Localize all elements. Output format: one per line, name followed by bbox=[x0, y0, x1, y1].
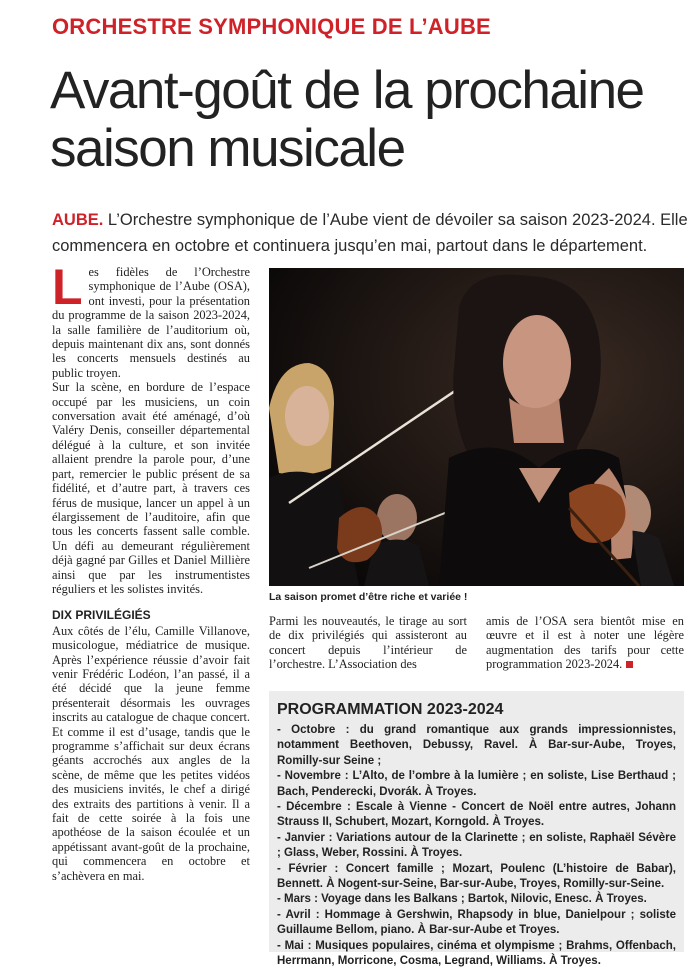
programme-item: - Avril : Hommage à Gershwin, Rhapsody in blue, Danielpour ; soliste Guillaume Bellom, piano. À Bar-sur-Aube et Troyes. bbox=[277, 908, 676, 937]
programme-item: - Novembre : L’Alto, de l’ombre à la lumière ; en soliste, Lise Berthaud ; Bach, Penderecki, Dvorák. À Troyes. bbox=[277, 770, 676, 798]
article-column-2 bbox=[269, 614, 467, 672]
concert-photo bbox=[269, 268, 684, 586]
drop-cap: L bbox=[52, 259, 83, 315]
programme-box bbox=[269, 691, 684, 968]
article-paragraph-5-text: amis de l’OSA sera bientôt mise en œuvre et il est à noter une légère augmentation des tarifs pour cette programmation 2023-2024. bbox=[486, 614, 684, 672]
lead-text: L’Orchestre symphonique de l’Aube vient de dévoiler sa saison 2023-2024. Elle commencera en octobre et continuera jusqu’en mai, partout dans le département. bbox=[52, 211, 688, 255]
headline: Avant-goût de la prochaine saison musicale bbox=[50, 61, 644, 178]
article-subhead: DIX PRIVILÉGIÉS bbox=[52, 608, 151, 623]
lead-paragraph bbox=[52, 207, 692, 259]
programme-item: - Février : Concert famille ; Mozart, Poulenc (L’histoire de Babar), Bennett. À Nogent-sur-Seine, Bar-sur-Aube, Troyes, Romilly-sur-Seine. bbox=[277, 862, 676, 891]
lead-location: AUBE. bbox=[52, 211, 104, 229]
article-paragraph-2: Sur la scène, en bordure de l’espace occupé par les musiciens, un coin conversation avait été aménagé, d’où Valéry Denis, conseiller départemental délégué à la culture, et son invitée allaient prendre la parole pour, d’une part, remercier le public présent de sa fidélité, et d’autre part, à travers ces férus de musique, lancer un appel à un élargissement de l’auditoire, afin que tous les concerts fassent salle comble. Un défi au demeurant régulièrement déjà gagné par Gilles et Daniel Millière ainsi que par les instrumentistes réguliers et les solistes invités. bbox=[52, 380, 250, 596]
programme-item: - Mai : Musiques populaires, cinéma et olympisme ; Brahms, Offenbach, Herrmann, Morricone, Cosma, Legrand, Williams. À Troyes. bbox=[277, 939, 676, 968]
programme-item: - Mars : Voyage dans les Balkans ; Bartok, Nilovic, Enesc. À Troyes. bbox=[277, 893, 647, 906]
programme-list bbox=[277, 723, 676, 970]
article-column-3 bbox=[486, 614, 684, 672]
article-paragraph-1-text: es fidèles de l’Orchestre symphonique de l’Aube (OSA), ont investi, pour la présentation du programme de la saison 2023-2024, la salle familière de l’auditorium où, depuis maintenant dix ans, sont donnés les concerts mensuels destinés au public troyen. bbox=[52, 265, 250, 380]
article-paragraph-4: Parmi les nouveautés, le tirage au sort de dix privilégiés qui assisteront au concert depuis l’intérieur de l’orchestre. L’Association des bbox=[269, 614, 467, 672]
kicker: ORCHESTRE SYMPHONIQUE DE L’AUBE bbox=[52, 14, 491, 39]
article-paragraph-1 bbox=[52, 259, 250, 380]
programme-item: - Octobre : du grand romantique aux grands impressionnistes, notamment Beethoven, Debussy, Ravel. À Bar-sur-Aube, Troyes, Romilly-sur Seine ; bbox=[277, 724, 676, 767]
photo-caption: La saison promet d’être riche et variée ! bbox=[269, 591, 468, 603]
article-paragraph-3: Aux côtés de l’élu, Camille Villanove, musicologue, médiatrice de musique. Après l’expérience réussie d’avoir fait venir Frédéric Lodéon, l’an passé, il a été décidé que la jeune femme présenterait désormais les ouvrages inscrits au catalogue de chaque concert. Et comme il est d’usage, tandis que le programme s’affichait sur deux écrans géants accrochés aux angles de la scène, de même que les petites vidéos des musiciens invités, le chef a dirigé des extraits des partitions à venir. Il a fait de cette soirée à la fois une apothéose de la saison écoulée et un appétissant avant-goût de la prochaine, qui commencera en octobre et s’achèvera en mai. bbox=[52, 623, 250, 883]
end-of-article-mark bbox=[626, 661, 633, 668]
article-paragraph-5 bbox=[486, 614, 684, 672]
article-column-1 bbox=[52, 259, 250, 883]
programme-item: - Janvier : Variations autour de la Clarinette ; en soliste, Raphaël Sévère ; Glass, Weber, Rossini. À Troyes. bbox=[277, 831, 676, 860]
programme-item: - Décembre : Escale à Vienne - Concert de Noël entre autres, Johann Strauss II, Schubert, Mozart, Korngold. À Troyes. bbox=[277, 801, 676, 829]
programme-title: PROGRAMMATION 2023-2024 bbox=[277, 701, 504, 718]
concert-photo-illustration bbox=[269, 268, 684, 586]
